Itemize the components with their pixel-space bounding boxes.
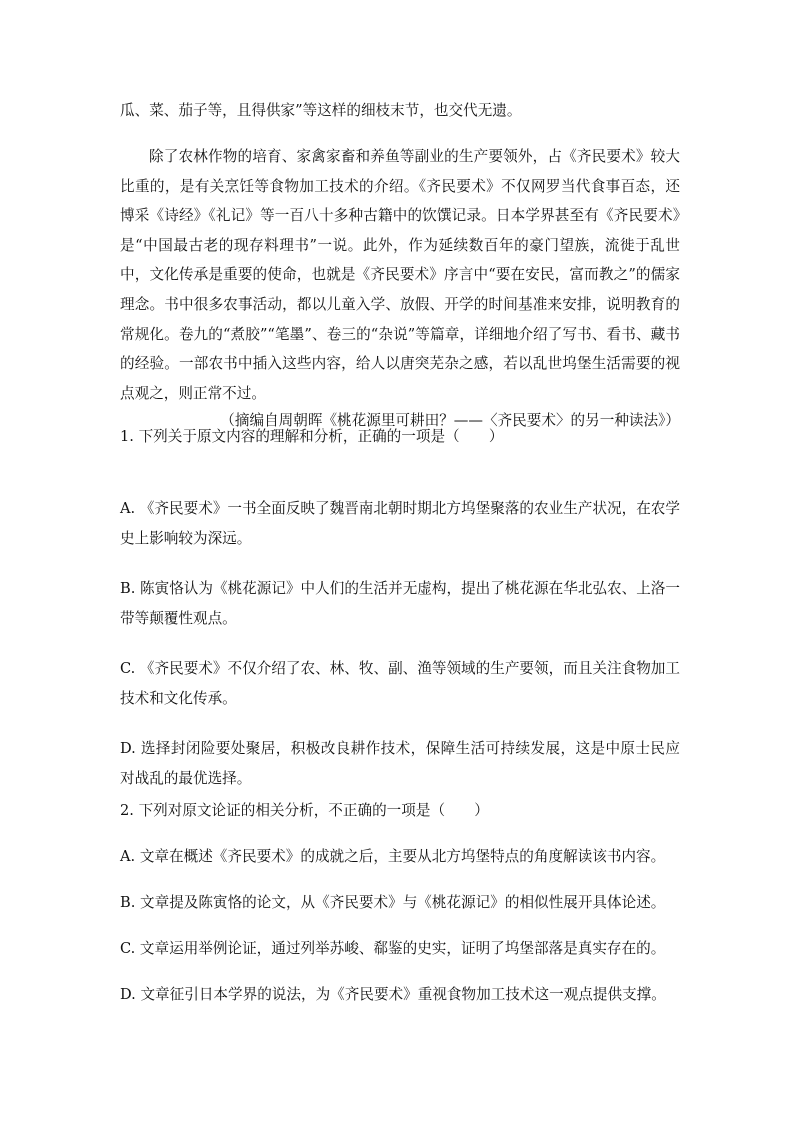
question-1-stem: 1. 下列关于原文内容的理解和分析，正确的一项是（ ） — [120, 428, 504, 445]
question-2-stem: 2. 下列对原文论证的相关分析，不正确的一项是（ ） — [120, 802, 489, 819]
passage-source: （摘编自周朝晖《桃花源里可耕田？——〈齐民要术〉的另一种读法》） — [220, 412, 680, 429]
question-1-option-a: A. 《齐民要术》一书全面反映了魏晋南北朝时期北方坞堡聚落的农业生产状况，在农学史上影响较为深远。 — [120, 500, 680, 547]
question-1-option-d: D. 选择封闭险要处聚居，积极改良耕作技术，保障生活可持续发展，这是中原士民应对战乱的最优选择。 — [120, 740, 680, 787]
question-2-option-c: C. 文章运用举例论证，通过列举苏峻、郗鉴的史实，证明了坞堡部落是真实存在的。 — [120, 940, 666, 957]
question-1-option-c: C. 《齐民要术》不仅介绍了农、林、牧、副、渔等领域的生产要领，而且关注食物加工技术和文化传承。 — [120, 660, 680, 707]
passage-paragraph: 除了农林作物的培育、家禽家畜和养鱼等副业的生产要领外，占《齐民要术》较大比重的，是有关烹饪等食物加工技术的介绍。《齐民要术》不仅网罗当代食事百态，还博采《诗经》《礼记》等一百八十多种古籍中的饮馔记录。日本学界甚至有《齐民要术》是“中国最古老的现存料理书”一说。此外，作为延续数百年的豪门望族，流徙于乱世中，文化传承是重要的使命，也就是《齐民要术》序言中“要在安民，富而教之”的儒家理念。书中很多农事活动，都以儿童入学、放假、开学的时间基准来安排，说明教育的常规化。卷九的“煮胶”“笔墨”、卷三的“杂说”等篇章，详细地介绍了写书、看书、藏书的经验。一部农书中插入这些内容，给人以唐突芜杂之感，若以乱世坞堡生活需要的视点观之，则正常不过。 — [120, 148, 680, 402]
question-2-option-a: A. 文章在概述《齐民要术》的成就之后，主要从北方坞堡特点的角度解读该书内容。 — [120, 848, 666, 865]
question-2-option-d: D. 文章征引日本学界的说法，为《齐民要术》重视食物加工技术这一观点提供支撑。 — [120, 986, 666, 1003]
passage-paragraph-continued: 瓜、菜、茄子等，且得供家”等这样的细枝末节，也交代无遗。 — [120, 102, 522, 119]
question-1-option-b: B. 陈寅恪认为《桃花源记》中人们的生活并无虚构，提出了桃花源在华北弘农、上洛一带等颠覆性观点。 — [120, 580, 680, 627]
question-2-option-b: B. 文章提及陈寅恪的论文，从《齐民要术》与《桃花源记》的相似性展开具体论述。 — [120, 894, 666, 911]
